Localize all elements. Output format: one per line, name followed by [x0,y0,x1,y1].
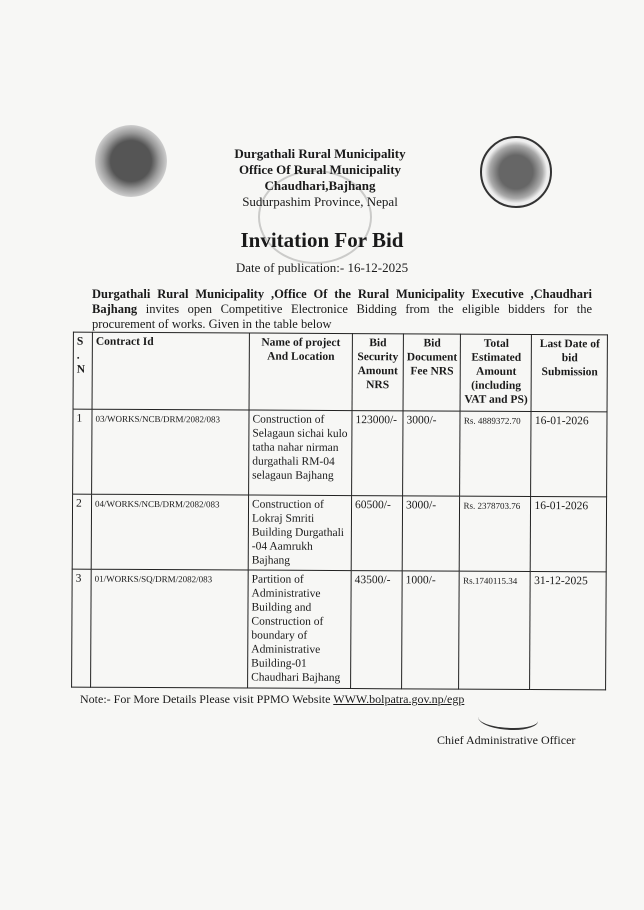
cell-fee: 3000/- [402,496,460,571]
cell-security: 123000/- [352,411,403,496]
cell-sn: 2 [72,494,91,569]
intro-paragraph [92,287,592,332]
note-text: Note:- For More Details Please visit PPMO Website [80,692,334,706]
cell-contract-id: 04/WORKS/NCB/DRM/2082/083 [91,494,248,570]
handwritten-signature [478,708,538,730]
cell-total: Rs.1740115.34 [459,571,531,689]
cell-contract-id: 03/WORKS/NCB/DRM/2082/083 [92,409,249,495]
cell-sn: 3 [72,569,92,687]
col-last-date: Last Date of bid Submission [531,335,607,412]
cell-project: Construction of Selagaun sichai kulo tatha nahar nirman durgathali RM-04 selagaun Bajhang [249,410,352,496]
cell-security: 60500/- [351,496,402,571]
table-row [73,409,608,497]
table-row [72,569,607,690]
col-security: Bid Security Amount NRS [352,334,403,411]
publication-date: Date of publication:- 16-12-2025 [235,260,409,275]
nepal-emblem-logo [95,125,167,197]
cell-date: 16-01-2026 [531,412,607,497]
header-line: Sudurpashim Province, Nepal [242,194,398,209]
cell-fee: 3000/- [403,411,461,496]
table-header-row [73,332,608,412]
cell-total: Rs. 2378703.76 [460,496,531,571]
intro-bold: Durgathali Rural Municipality ,Office Of the Rural Municipality Executive ,Chaudhari Bajhang [92,287,592,316]
col-total: Total Estimated Amount (including VAT and PS) [460,334,531,411]
office-header [200,146,440,210]
cell-security: 43500/- [351,571,403,689]
cell-sn: 1 [73,409,92,494]
table-row [72,494,607,572]
cell-total: Rs. 4889372.70 [460,411,531,496]
col-contract-id: Contract Id [92,332,249,410]
intro-rest: invites open Competitive Electronice Bidding from the eligible bidders for the procurement of works. Given in the table below [92,302,592,331]
header-line: Chaudhari,Bajhang [264,178,376,193]
cell-date: 16-01-2026 [531,497,607,572]
municipality-seal-logo [480,136,552,208]
header-line: Office Of Rural Municipality [238,162,402,177]
cell-contract-id: 01/WORKS/SQ/DRM/2082/083 [91,569,249,688]
cell-project: Partition of Administrative Building and Construction of boundary of Administrative Building-01 Chaudhari Bajhang [248,570,352,689]
note [80,692,464,707]
cell-date: 31-12-2025 [530,572,607,690]
col-fee: Bid Document Fee NRS [403,334,461,411]
cell-project: Construction of Lokraj Smriti Building Durgathali -04 Aamrukh Bajhang [248,495,351,571]
cell-fee: 1000/- [402,571,460,689]
page-title: Invitation For Bid [240,228,404,252]
col-project: Name of project And Location [249,333,352,411]
signatory-title: Chief Administrative Officer [437,733,576,747]
header-line: Durgathali Rural Municipality [234,146,406,161]
bid-table [71,332,608,691]
col-sn: S . N [73,332,92,409]
website-link[interactable]: WWW.bolpatra.gov.np/egp [333,692,465,706]
